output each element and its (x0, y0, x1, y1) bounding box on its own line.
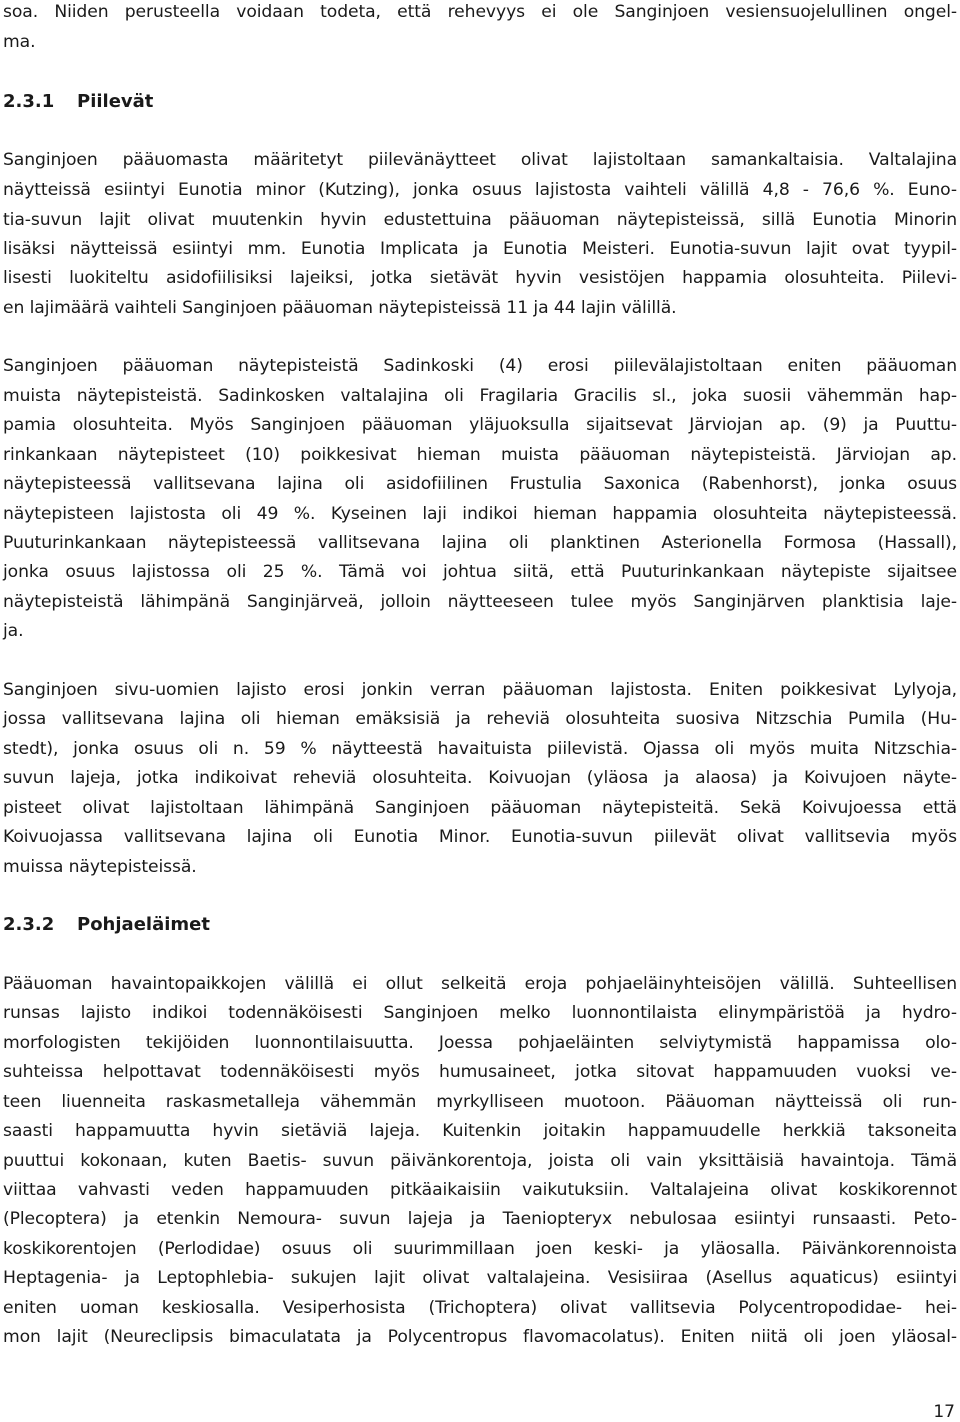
intro-line: soa. Niiden perusteella voidaan todeta, että rehevyys ei ole Sanginjoen vesiensuojelullinen ongel- (3, 2, 957, 22)
paragraph-line: suhteissa helpottavat todennäköisesti myös humusaineet, jotka sitovat happamuuden vuoksi ve- (3, 1062, 957, 1082)
paragraph-line: lisäksi näytteissä esiintyi mm. Eunotia Implicata ja Eunotia Meisteri. Eunotia-suvun lajit ovat tyypil- (3, 239, 957, 259)
paragraph-line: pisteet olivat lajistoltaan lähimpänä Sanginjoen pääuoman näytepisteitä. Sekä Koivujoessa että (3, 798, 957, 818)
paragraph-line: muista näytepisteistä. Sadinkosken valtalajina oli Fragilaria Gracilis sl., joka suosii vähemmän hap- (3, 386, 957, 406)
page-number: 17 (933, 1402, 955, 1422)
paragraph-line: Sanginjoen sivu-uomien lajisto erosi jonkin verran pääuoman lajistosta. Eniten poikkesivat Lylyoja, (3, 680, 957, 700)
paragraph-line: teen liuenneita raskasmetalleja vähemmän myrkylliseen muotoon. Pääuoman näytteissä oli run- (3, 1092, 957, 1112)
paragraph-line: morfologisten tekijöiden luonnontilaisuutta. Joessa pohjaeläinten selviytymistä happamissa olo- (3, 1033, 957, 1053)
paragraph-line: jossa vallitsevana lajina oli hieman emäksisiä ja reheviä olosuhteita suosiva Nitzschia Pumila (Hu- (3, 709, 957, 729)
paragraph-line: runsas lajisto indikoi todennäköisesti Sanginjoen melko luonnontilaista elinympäristöä ja hydro- (3, 1003, 957, 1023)
section-title: Pohjaeläimet (77, 914, 210, 935)
paragraph-line: pamia olosuhteita. Myös Sanginjoen pääuoman yläjuoksulla sijaitsevat Järviojan ap. (9) ja Puuttu- (3, 415, 957, 435)
section-number: 2.3.2 (3, 914, 55, 935)
paragraph-line: ja. (3, 621, 24, 641)
paragraph-line: rinkankaan näytepisteet (10) poikkesivat hieman muista pääuoman näytepisteistä. Järviojan ap. (3, 445, 957, 465)
paragraph-line: Heptagenia- ja Leptophlebia- sukujen lajit olivat valtalajeina. Vesisiiraa (Asellus aquaticus) esiintyi (3, 1268, 957, 1288)
paragraph-line: Pääuoman havaintopaikkojen välillä ei ollut selkeitä eroja pohjaeläinyhteisöjen välillä. Suhteellisen (3, 974, 957, 994)
paragraph-line: näytepisteen lajistosta oli 49 %. Kyseinen laji indikoi hieman happamia olosuhteita näytepisteessä. (3, 504, 957, 524)
paragraph-line: viittaa vahvasti veden happamuuden pitkäaikaisiin vaikutuksiin. Valtalajeina olivat koskikorennot (3, 1180, 957, 1200)
paragraph-line: Sanginjoen pääuomasta määritetyt piilevänäytteet olivat lajistoltaan samankaltaisia. Valtalajina (3, 150, 957, 170)
section-title: Piilevät (77, 91, 154, 112)
paragraph-line: näytteissä esiintyi Eunotia minor (Kutzing), jonka osuus lajistosta vaihteli välillä 4,8 - 76,6 %. Euno- (3, 180, 957, 200)
paragraph-line: Sanginjoen pääuoman näytepisteistä Sadinkoski (4) erosi piilevälajistoltaan eniten pääuoman (3, 356, 957, 376)
paragraph-line: (Plecoptera) ja etenkin Nemoura- suvun lajeja ja Taeniopteryx nebulosaa esiintyi runsaasti. Peto- (3, 1209, 957, 1229)
paragraph-line: mon lajit (Neureclipsis bimaculatata ja Polycentropus flavomacolatus). Eniten niitä oli joen yläosal- (3, 1327, 957, 1347)
paragraph-line: suvun lajeja, jotka indikoivat reheviä olosuhteita. Koivuojan (yläosa ja alaosa) ja Koivujoen näyte- (3, 768, 957, 788)
paragraph-line: stedt), jonka osuus oli n. 59 % näytteestä havaituista piilevistä. Ojassa oli myös muita Nitzschia- (3, 739, 957, 759)
paragraph-line: en lajimäärä vaihteli Sanginjoen pääuoman näytepisteissä 11 ja 44 lajin välillä. (3, 298, 677, 318)
paragraph-line: saasti happamuutta hyvin sietäviä lajeja. Kuitenkin joitakin happamuudelle herkkiä taksoneita (3, 1121, 957, 1141)
paragraph-line: Koivuojassa vallitsevana lajina oli Eunotia Minor. Eunotia-suvun piilevät olivat vallitsevia myös (3, 827, 957, 847)
paragraph-line: jonka osuus lajistossa oli 25 %. Tämä voi johtua siitä, että Puuturinkankaan näytepiste sijaitsee (3, 562, 957, 582)
paragraph-line: Puuturinkankaan näytepisteessä vallitsevana lajina oli planktinen Asterionella Formosa (Hassall), (3, 533, 957, 553)
paragraph-line: lisesti luokiteltu asidofiilisiksi lajeiksi, jotka sietävät hyvin vesistöjen happamia olosuhteita. Piilevi- (3, 268, 957, 288)
section-heading-piilevat (3, 90, 153, 114)
paragraph-line: muissa näytepisteissä. (3, 857, 197, 877)
paragraph-line: näytepisteessä vallitsevana lajina oli asidofiilinen Frustulia Saxonica (Rabenhorst), jonka osuus (3, 474, 957, 494)
paragraph-line: koskikorentojen (Perlodidae) osuus oli suurimmillaan joen keski- ja yläosalla. Päivänkorennoista (3, 1239, 957, 1259)
paragraph-line: puuttui kokonaan, kuten Baetis- suvun päivänkorentoja, joista oli vain yksittäisiä havaintoja. Tämä (3, 1151, 957, 1171)
paragraph-line: tia-suvun lajit olivat muutenkin hyvin edustettuina pääuoman näytepisteissä, sillä Eunotia Minorin (3, 210, 957, 230)
paragraph-line: näytepisteistä lähimpänä Sanginjärveä, jolloin näytteeseen tulee myös Sanginjärven planktisia laje- (3, 592, 957, 612)
intro-line: ma. (3, 32, 36, 52)
paragraph-line: eniten uoman keskiosalla. Vesiperhosista (Trichoptera) olivat vallitsevia Polycentropodidae- hei- (3, 1298, 957, 1318)
section-number: 2.3.1 (3, 91, 55, 112)
section-heading-pohjaelaimet (3, 913, 210, 937)
